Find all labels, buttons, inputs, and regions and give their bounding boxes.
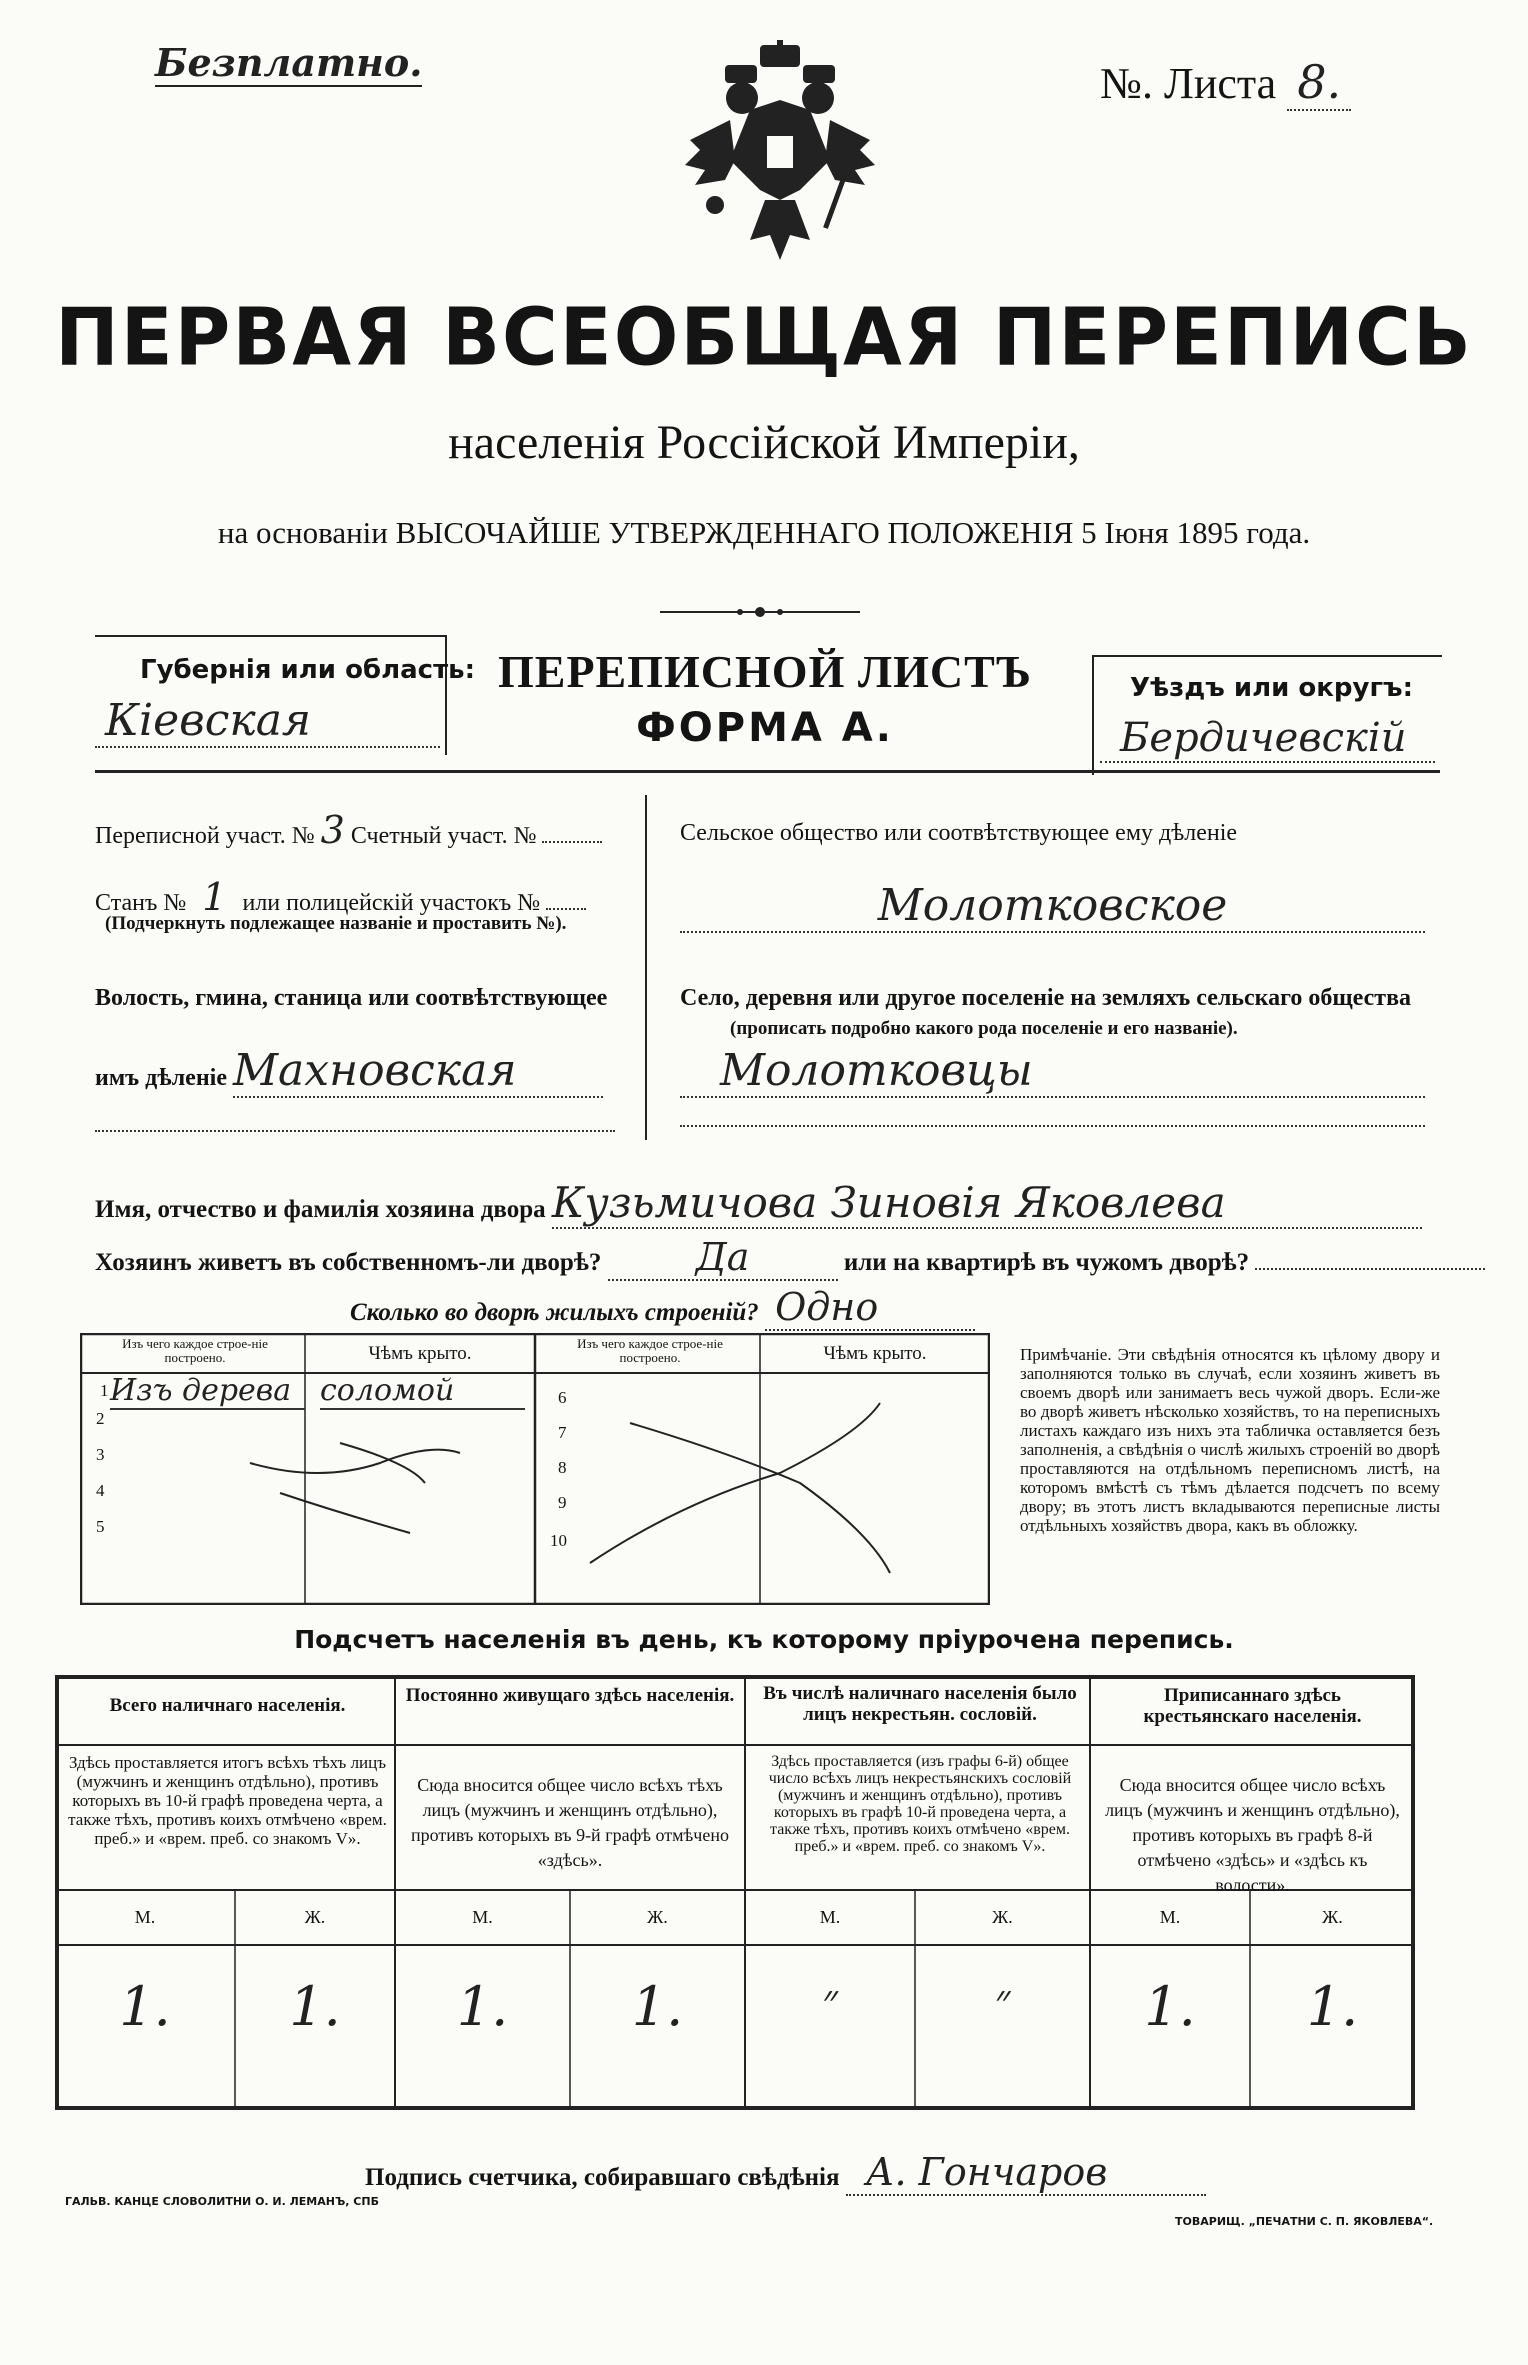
zh-label: Ж.	[304, 1907, 326, 1927]
stan-value: 1	[202, 875, 227, 919]
buildings-row	[350, 1285, 975, 1331]
double-headed-eagle-icon	[680, 40, 880, 270]
obshchestvo-value: Молотковское	[680, 880, 1425, 933]
form-label: ФОРМА А.	[636, 705, 894, 751]
count-table	[55, 1675, 1415, 2110]
m-label: М.	[1159, 1907, 1181, 1927]
row-number: 2	[96, 1409, 105, 1428]
uchastok-row	[95, 808, 602, 852]
page-subtitle: населенія Россійской Имперіи,	[448, 416, 1080, 469]
stan-label: Станъ №	[95, 890, 187, 916]
buildings-value: Одно	[765, 1285, 975, 1331]
printer-left: ГАЛЬВ. КАНЦЕ СЛОВОЛИТНИ О. И. ЛЕМАНЪ, СПБ	[65, 2195, 379, 2208]
col2-header-right: Чѣмъ крыто.	[823, 1343, 927, 1364]
owner-or-label: или на квартирѣ въ чужомъ дворѣ?	[843, 1249, 1250, 1276]
column-divider	[645, 795, 647, 1140]
schetny-label: Счетный участ. №	[350, 823, 537, 849]
m-label: М.	[134, 1907, 156, 1927]
row-number: 8	[558, 1458, 567, 1477]
count-title: Подсчетъ населенія въ день, къ которому пріурочена перепись.	[294, 1625, 1234, 1654]
police-label: или полицейскій участокъ №	[242, 890, 541, 916]
count-col-header: Въ числѣ наличнаго населенія было лицъ некрестьян. сословій.	[763, 1683, 1077, 1725]
printer-right: ТОВАРИЩ. „ПЕЧАТНИ С. П. ЯКОВЛЕВА“.	[1175, 2215, 1434, 2228]
owner-lives-value: Да	[608, 1235, 838, 1281]
count-col-desc: Сюда вносится общее число всѣхъ лицъ (мужчинъ и женщинъ отдѣльно), противъ которыхъ въ графѣ 8-й отмѣчено «здѣсь» и «здѣсь къ волости».	[1105, 1775, 1400, 1895]
signature-label: Подпись счетчика, собиравшаго свѣдѣнія	[365, 2164, 840, 2191]
sheet-title: ПЕРЕПИСНОЙ ЛИСТЪ	[497, 646, 1033, 697]
page-title: ПЕРВАЯ ВСЕОБЩАЯ ПЕРЕПИСЬ	[55, 289, 1473, 384]
row-number: 3	[96, 1445, 105, 1464]
owner-name-row	[95, 1178, 1422, 1229]
col1-header-right: Изъ чего каждое строе-ніе построено.	[577, 1336, 723, 1365]
count-value: 1.	[289, 1975, 341, 2038]
uezd-value: Бердичевскій	[1100, 715, 1435, 763]
row-number: 1	[100, 1381, 109, 1400]
rule	[1092, 655, 1094, 775]
row-number: 4	[96, 1481, 105, 1500]
ornament-divider	[660, 605, 860, 619]
basis-line: на основаніи ВЫСОЧАЙШЕ УТВЕРЖДЕННАГО ПОЛОЖЕНІЯ 5 Іюня 1895 года.	[217, 515, 1311, 550]
blank-line	[95, 1130, 615, 1132]
sheet-number	[1100, 55, 1351, 109]
m-label: М.	[472, 1907, 493, 1927]
free-label: Безплатно.	[155, 40, 423, 85]
signature-row	[365, 2150, 1206, 2196]
row-number: 10	[550, 1531, 567, 1550]
uchastok-value: 3	[320, 808, 345, 852]
zh-label: Ж.	[992, 1907, 1013, 1927]
sheet-number-label: №. Листа	[1100, 59, 1277, 108]
buildings-table	[80, 1333, 990, 1605]
section-divider	[95, 770, 1440, 773]
selo-label: Село, деревня или другое поселеніе на земляхъ сельскаго общества	[680, 985, 1412, 1011]
row-number: 7	[558, 1423, 567, 1442]
guberniya-value: Кіевская	[95, 695, 440, 748]
buildings-label: Сколько во дворѣ жилыхъ строеній?	[350, 1299, 759, 1326]
signature-value: А. Гончаров	[846, 2150, 1206, 2196]
rule	[445, 635, 447, 755]
uezd-label: Уѣздъ или округъ:	[1130, 673, 1413, 703]
blank-line	[680, 1125, 1425, 1127]
selo-value: Молотковцы	[680, 1045, 1425, 1098]
uchastok-label: Переписной участ. №	[95, 823, 315, 849]
row1-material: Изъ дерева	[110, 1373, 305, 1410]
count-col-desc: Сюда вносится общее число всѣхъ тѣхъ лицъ (мужчинъ и женщинъ отдѣльно), противъ которыхъ въ 9-й графѣ отмѣчено «здѣсь».	[411, 1775, 729, 1870]
count-value: ״	[994, 1975, 1011, 2024]
volost-value: Махновская	[233, 1045, 603, 1098]
row-number: 6	[558, 1388, 567, 1407]
row-number: 9	[558, 1493, 567, 1512]
owner-name-label: Имя, отчество и фамилія хозяина двора	[95, 1196, 546, 1223]
rule	[95, 635, 445, 637]
guberniya-label: Губернія или область:	[140, 655, 475, 685]
zh-label: Ж.	[647, 1907, 668, 1927]
volost-row	[95, 1045, 603, 1098]
count-value: 1.	[456, 1975, 509, 2038]
rule	[1092, 655, 1442, 657]
buildings-note: Примѣчаніе. Эти свѣдѣнія относятся къ цѣлому двору и заполняются только въ случаѣ, если хозяинъ живетъ въ своемъ дворѣ или занимаетъ весь чужой дворъ. Если-же во дворѣ живетъ нѣсколько хозяйствъ, то на переписныхъ листахъ каждаго изъ нихъ эта табличка оставляется безъ заполненія, а свѣдѣнія о числѣ жилыхъ строеній во дворѣ проставляются на отдѣльномъ переписномъ листѣ, на которомъ вмѣстѣ съ тѣмъ дѣлается подсчетъ по всему двору; въ этотъ листъ вкладываются переписные листы отдѣльныхъ хозяйствъ двора, какъ въ обложку.	[1020, 1345, 1440, 1535]
selo-note: (прописать подробно какого рода поселеніе и его названіе).	[730, 1018, 1238, 1039]
count-col-header: Всего наличнаго населенія.	[109, 1695, 346, 1716]
owner-lives-row	[95, 1235, 1485, 1281]
volost-label: Волость, гмина, станица или соотвѣтствующее	[95, 985, 608, 1011]
stan-note: (Подчеркнуть подлежащее названіе и проставить №).	[105, 913, 567, 934]
sheet-number-value: 8.	[1287, 55, 1351, 111]
zh-label: Ж.	[1322, 1907, 1343, 1927]
col1-header-left: Изъ чего каждое строе-ніе построено.	[122, 1336, 268, 1365]
owner-lives-label: Хозяинъ живетъ въ собственномъ-ли дворѣ?	[95, 1249, 602, 1276]
owner-name-value: Кузьмичова Зиновія Яковлева	[552, 1178, 1422, 1229]
obshchestvo-label: Сельское общество или соотвѣтствующее ему дѣленіе	[680, 820, 1238, 846]
count-value: 1.	[1306, 1975, 1359, 2038]
row-number: 5	[96, 1517, 105, 1536]
col2-header-left: Чѣмъ крыто.	[368, 1343, 472, 1364]
count-value: 1.	[119, 1975, 171, 2038]
row1-roof: соломой	[320, 1373, 525, 1410]
count-col-desc: Здѣсь проставляется (изъ графы 6-й) общее число всѣхъ лицъ некрестьянскихъ сословій (мужчинъ и женщинъ отдѣльно), противъ которыхъ въ графѣ 10-й проведена черта, а также тѣхъ, противъ коихъ отмѣчено «врем. преб.» и «врем. преб. со знакомъ V».	[768, 1753, 1072, 1855]
count-value: 1.	[1144, 1975, 1196, 2038]
count-col-desc: Здѣсь проставляется итогъ всѣхъ тѣхъ лицъ (мужчинъ и женщинъ отдѣльно), противъ которыхъ въ 10-й графѣ проведена черта, а также тѣхъ, противъ коихъ отмѣчено «врем. преб.» и «врем. преб. со знакомъ V».	[68, 1753, 387, 1848]
count-value: ״	[822, 1975, 838, 2024]
count-col-header: Постоянно живущаго здѣсь населенія.	[405, 1685, 735, 1706]
m-label: М.	[819, 1907, 841, 1927]
volost-label-2: имъ дѣленіе	[95, 1065, 227, 1091]
count-col-header: Приписаннаго здѣсь крестьянскаго населенія.	[1143, 1685, 1362, 1727]
count-value: 1.	[631, 1975, 684, 2038]
